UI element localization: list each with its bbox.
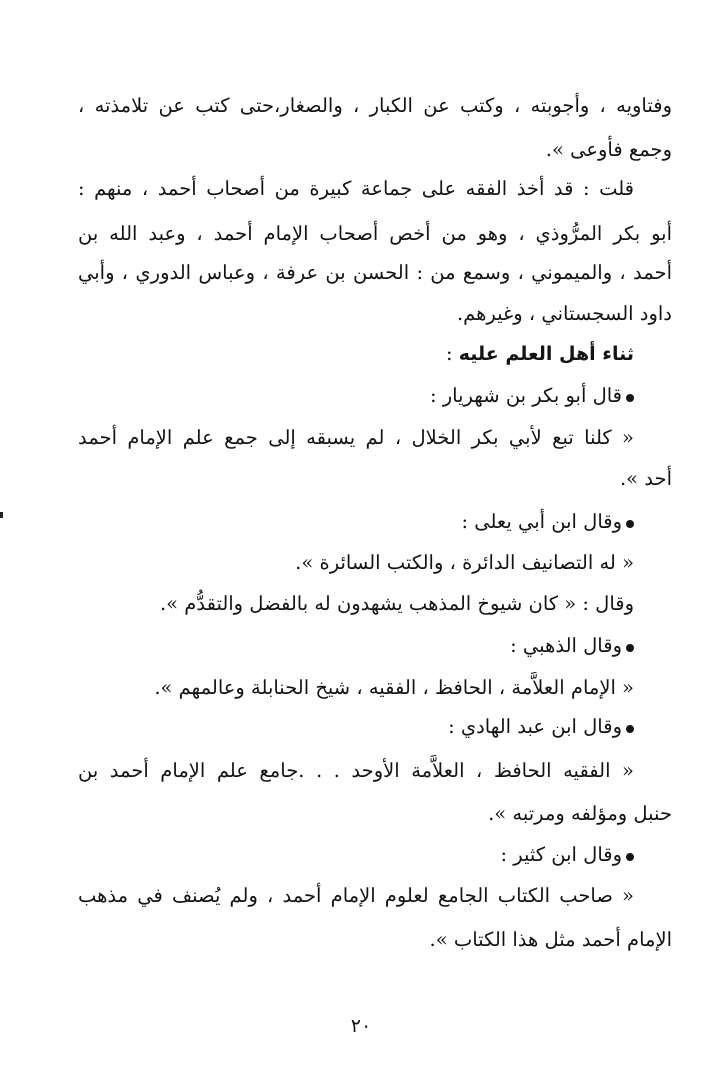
- quote-attribution: [510, 632, 634, 660]
- section-heading-title: ثناء أهل العلم عليه: [458, 343, 634, 365]
- text-line: أبو بكر المرُّوذي ، وهو من أخص أصحاب الإمام أحمد ، وعبد الله بن: [78, 222, 672, 245]
- bullet-icon: [626, 394, 634, 402]
- quote-line: « صاحب الكتاب الجامع لعلوم الإمام أحمد ، ولم يُصنف في مذهب: [78, 884, 634, 907]
- page-number: ٢٠: [350, 1015, 372, 1037]
- attribution-text: وقال ابن كثير :: [500, 843, 622, 866]
- quote-line: أحد ».: [619, 467, 672, 490]
- bullet-icon: [626, 853, 634, 861]
- section-heading-colon: :: [445, 342, 459, 365]
- quote-attribution: [461, 508, 634, 536]
- quote-line: « الفقيه الحافظ ، العلاَّمة الأوحد . . .جامع علم الإمام أحمد بن: [78, 759, 634, 782]
- text-line: وفتاويه ، وأجوبته ، وكتب عن الكبار ، والصغار،حتى كتب عن تلامذته ،: [78, 94, 672, 117]
- bullet-icon: [626, 725, 634, 733]
- attribution-text: وقال ابن أبي يعلى :: [461, 510, 622, 533]
- bullet-icon: [626, 520, 634, 528]
- attribution-text: وقال الذهبي :: [510, 634, 622, 657]
- attribution-text: وقال ابن عبد الهادي :: [448, 715, 622, 738]
- quote-line: الإمام أحمد مثل هذا الكتاب ».: [429, 928, 672, 951]
- quote-line: حنبل ومؤلفه ومرتبه ».: [488, 802, 672, 825]
- text-line: أحمد ، والميموني ، وسمع من : الحسن بن عرفة ، وعباس الدوري ، وأبي: [78, 261, 672, 284]
- section-heading: [446, 340, 634, 368]
- bullet-icon: [626, 644, 634, 652]
- margin-mark: [0, 512, 3, 518]
- quote-line: « الإمام العلاَّمة ، الحافظ ، الفقيه ، شيخ الحنابلة وعالمهم ».: [154, 676, 634, 699]
- quote-attribution: [430, 382, 634, 410]
- attribution-text: قال أبو بكر بن شهريار :: [429, 384, 622, 407]
- quote-line: وقال : « كان شيوخ المذهب يشهدون له بالفضل والتقدُّم ».: [159, 592, 634, 615]
- quote-attribution: [500, 841, 634, 869]
- quote-line: « له التصانيف الدائرة ، والكتب السائرة ».: [295, 551, 634, 574]
- quote-line: « كلنا تبع لأبي بكر الخلال ، لم يسبقه إلى جمع علم الإمام أحمد: [78, 426, 634, 449]
- text-line: وجمع فأوعى ».: [545, 138, 672, 161]
- text-line: قلت : قد أخذ الفقه على جماعة كبيرة من أصحاب أحمد ، منهم :: [78, 177, 634, 200]
- text-line: داود السجستاني ، وغيرهم.: [456, 302, 672, 325]
- quote-attribution: [448, 713, 634, 741]
